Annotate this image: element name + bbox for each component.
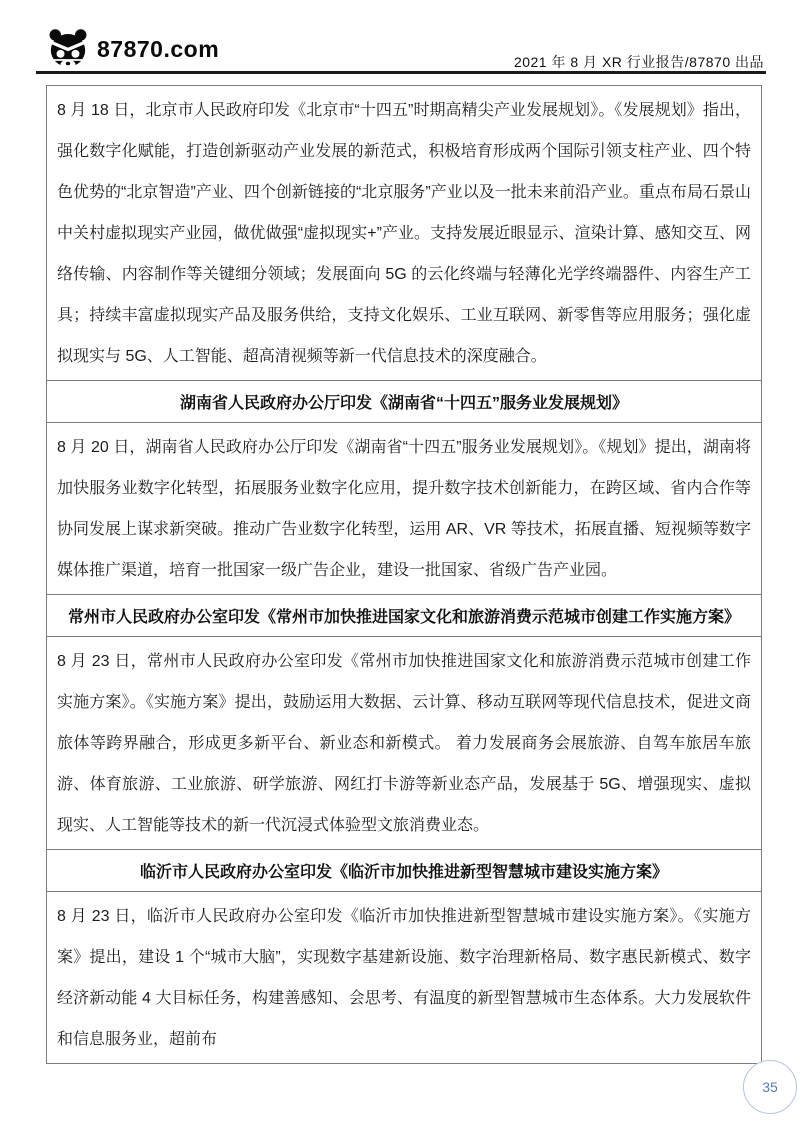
policy-news-table xyxy=(46,85,762,1064)
header-divider xyxy=(36,71,766,74)
policy-paragraph-beijing: 8 月 18 日，北京市人民政府印发《北京市“十四五”时期高精尖产业发展规划》。《发展规划》指出，强化数字化赋能，打造创新驱动产业发展的新范式，积极培育形成两个国际引领支柱产业、四个特色优势的“北京智造”产业、四个创新链接的“北京服务”产业以及一批未来前沿产业。重点布局石景山中关村虚拟现实产业园，做优做强“虚拟现实+”产业。支持发展近眼显示、渲染计算、感知交互、网络传输、内容制作等关键细分领域；发展面向 5G 的云化终端与轻薄化光学终端器件、内容生产工具；持续丰富虚拟现实产品及服务供给，支持文化娱乐、工业互联网、新零售等应用服务；强化虚拟现实与 5G、人工智能、超高清视频等新一代信息技术的深度融合。 xyxy=(57,102,751,365)
logo-text: 87870.com xyxy=(97,35,220,62)
page-header xyxy=(0,0,800,74)
page-number-badge xyxy=(743,1060,797,1114)
site-logo xyxy=(46,28,219,70)
policy-paragraph-hunan: 8 月 20 日，湖南省人民政府办公厅印发《湖南省“十四五”服务业发展规划》。《规划》提出，湖南将加快服务业数字化转型，拓展服务业数字化应用，提升数字技术创新能力，在跨区域、省内合作等协同发展上谋求新突破。推动广告业数字化转型，运用 AR、VR 等技术，拓展直播、短视频等数字媒体推广渠道，培育一批国家一级广告企业，建设一批国家、省级广告产业园。 xyxy=(47,422,761,594)
page-number: 35 xyxy=(762,1079,778,1095)
report-edition-label: 2021 年 8 月 XR 行业报告/87870 出品 xyxy=(513,54,764,70)
section-heading-linyi: 临沂市人民政府办公室印发《临沂市加快推进新型智慧城市建设实施方案》 xyxy=(47,849,761,891)
panda-vr-logo-icon xyxy=(46,28,90,70)
policy-paragraph-changzhou: 8 月 23 日，常州市人民政府办公室印发《常州市加快推进国家文化和旅游消费示范城市创建工作实施方案》。《实施方案》提出，鼓励运用大数据、云计算、移动互联网等现代信息技术，促进文商旅体等跨界融合，形成更多新平台、新业态和新模式。 着力发展商务会展旅游、自驾车旅居车旅游、体育旅游、工业旅游、研学旅游、网红打卡游等新业态产品，发展基于 5G、增强现实、虚拟现实、人工智能等技术的新一代沉浸式体验型文旅消费业态。 xyxy=(47,636,761,849)
section-heading-changzhou: 常州市人民政府办公室印发《常州市加快推进国家文化和旅游消费示范城市创建工作实施方案》 xyxy=(47,594,761,636)
section-heading-hunan: 湖南省人民政府办公厅印发《湖南省“十四五”服务业发展规划》 xyxy=(47,380,761,422)
policy-paragraph-linyi: 8 月 23 日，临沂市人民政府办公室印发《临沂市加快推进新型智慧城市建设实施方案》。《实施方案》提出，建设 1 个“城市大脑”，实现数字基建新设施、数字治理新格局、数字惠民新模式、数字经济新动能 4 大目标任务，构建善感知、会思考、有温度的新型智慧城市生态体系。大力发展软件和信息服务业，超前布 xyxy=(47,891,761,1063)
